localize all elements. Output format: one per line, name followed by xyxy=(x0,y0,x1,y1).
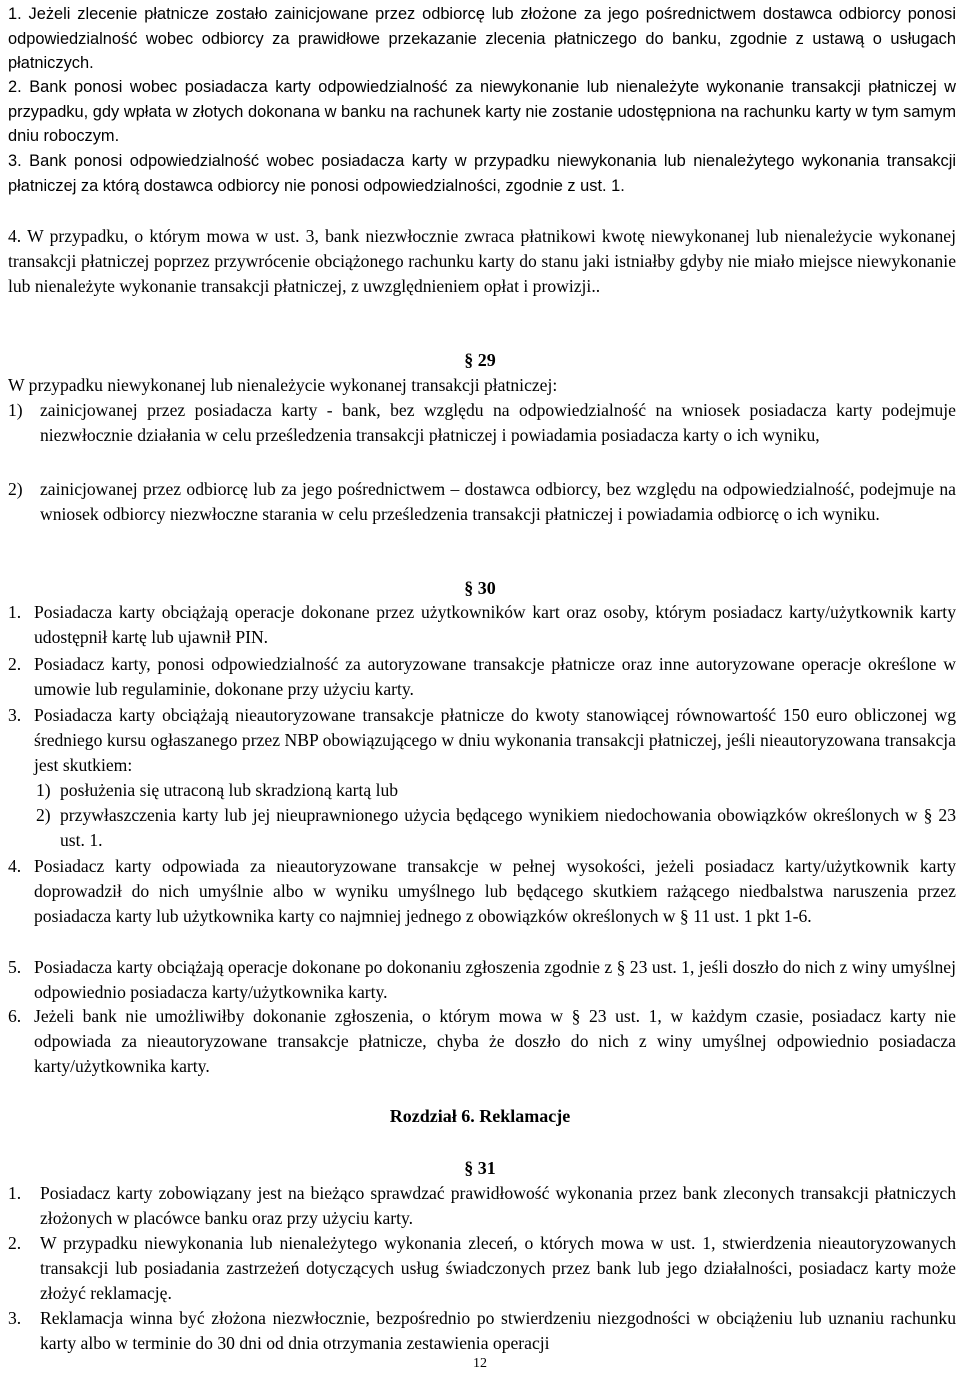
item-number: 4. xyxy=(8,226,22,246)
item-text: Bank ponosi wobec posiadacza karty odpowiedzialność za niewykonanie lub nienależyte wykonanie transakcji płatniczej w przypadku, gdy wpłata w złotych dokonana w banku na rachunek karty nie zostanie udostępniona na rachunku karty w tym samym dniu roboczym. xyxy=(8,78,956,145)
item-number: 1) xyxy=(8,400,23,420)
s31-item-2 xyxy=(8,1231,956,1305)
item-number: 1. xyxy=(8,602,22,622)
section-heading-31: § 31 xyxy=(464,1158,496,1178)
s30-item-3 xyxy=(8,703,956,777)
item-text: zainicjowanej przez posiadacza karty - bank, bez względu na odpowiedzialność na wniosek posiadacza karty podejmuje niezwłocznie działania w celu prześledzenia transakcji płatniczej i powiadamia posiadacza karty o ich wyniku, xyxy=(40,400,956,445)
item-text: Jeżeli zlecenie płatnicze zostało zainicjowane przez odbiorcę lub złożone za jego pośrednictwem dostawca odbiorcy ponosi odpowiedzialność wobec odbiorcy za prawidłowe przekazanie zlecenia płatniczego do banku, zgodnie z ustawą o usługach płatniczych. xyxy=(8,5,956,72)
item-number: 1. xyxy=(8,1183,22,1203)
paragraph-item-3 xyxy=(8,149,956,198)
item-text: W przypadku niewykonania lub nienależytego wykonania zleceń, o których mowa w ust. 1, stwierdzenia nieautoryzowanych transakcji lub posiadania zastrzeżeń dotyczących usług świadczonych przez bank lub jego działalności, posiadacz karty może złożyć reklamację. xyxy=(40,1233,956,1303)
item-number: 3. xyxy=(8,1308,22,1328)
item-text: przywłaszczenia karty lub jej nieuprawnionego użycia będącego wynikiem niedochowania obowiązków określonych w § 23 ust. 1. xyxy=(60,805,956,850)
item-number: 2. xyxy=(8,78,22,96)
item-text: Bank ponosi odpowiedzialność wobec posiadacza karty w przypadku niewykonania lub nienależytego wykonania transakcji płatniczej za którą dostawca odbiorcy nie ponosi odpowiedzialności, zgodnie z ust. 1. xyxy=(8,152,956,195)
paragraph-item-1 xyxy=(8,2,956,76)
item-number: 3. xyxy=(8,705,22,725)
item-number: 2) xyxy=(36,805,51,825)
item-text: Posiadacz karty zobowiązany jest na bieżąco sprawdzać prawidłowość wykonania przez bank zleconych transakcji płatniczych złożonych w placówce banku oraz przy użyciu karty. xyxy=(40,1183,956,1228)
s30-item-2 xyxy=(8,652,956,702)
item-number: 6. xyxy=(8,1006,22,1026)
item-text: Posiadacza karty obciążają operacje dokonane przez użytkowników kart oraz osoby, którym posiadacz karty/użytkownik karty udostępnił kartę lub ujawnił PIN. xyxy=(34,602,956,647)
item-number: 1) xyxy=(36,780,51,800)
item-text: Posiadacz karty odpowiada za nieautoryzowane transakcje w pełnej wysokości, jeżeli posiadacz karty/użytkownik karty doprowadził do nich umyślnie albo w wyniku umyślnego lub będącego skutkiem rażącego niedbalstwa naruszenia przez posiadacza karty lub użytkownika karty co najmniej jednego z obowiązków określonych w § 11 ust. 1 pkt 1-6. xyxy=(34,856,956,926)
item-text: Reklamacja winna być złożona niezwłocznie, bezpośrednio po stwierdzeniu niezgodności w obciążeniu lub uznaniu rachunku karty albo w terminie do 30 dni od dnia otrzymania zestawienia operacji xyxy=(40,1308,956,1353)
section-29-lead: W przypadku niewykonanej lub nienależycie wykonanej transakcji płatniczej: xyxy=(8,375,558,395)
item-text: zainicjowanej przez odbiorcę lub za jego pośrednictwem – dostawca odbiorcy, bez względu na odpowiedzialność, podejmuje na wniosek odbiorcy niezwłoczne starania w celu prześledzenia transakcji płatniczej i powiadamia odbiorcę o ich wyniku. xyxy=(40,479,956,524)
item-number: 2. xyxy=(8,654,22,674)
item-number: 3. xyxy=(8,152,22,170)
s30-subitem-2 xyxy=(36,803,956,853)
item-number: 4. xyxy=(8,856,22,876)
item-number: 2) xyxy=(8,479,23,499)
item-text: posłużenia się utraconą lub skradzioną kartą lub xyxy=(60,780,399,800)
s30-item-6 xyxy=(8,1004,956,1078)
item-number: 5. xyxy=(8,957,22,977)
s30-item-4 xyxy=(8,854,956,928)
item-number: 1. xyxy=(8,5,22,23)
section-heading-30: § 30 xyxy=(464,578,496,598)
item-text: Jeżeli bank nie umożliwiłby dokonanie zgłoszenia, o którym mowa w § 23 ust. 1, w każdym czasie, posiadacz karty nie odpowiada za nieautoryzowane transakcje płatnicze, chyba że doszło do nich z winy umyślnej odpowiednio posiadacza karty/użytkownika karty. xyxy=(34,1006,956,1076)
s29-item-1 xyxy=(8,398,956,448)
item-text: Posiadacza karty obciążają nieautoryzowane transakcje płatnicze do kwoty stanowiącej równowartość 150 euro obliczonej wg średniego kursu ogłaszanego przez NBP obowiązującego w dniu wykonania transakcji płatniczej, jeśli nieautoryzowana transakcja jest skutkiem: xyxy=(34,705,956,775)
item-text: Posiadacza karty obciążają operacje dokonane po dokonaniu zgłoszenia zgodnie z § 23 ust. 1, jeśli doszło do nich z winy umyślnej odpowiednio posiadacza karty/użytkownika karty. xyxy=(34,957,956,1002)
s31-item-3 xyxy=(8,1306,956,1356)
s31-item-1 xyxy=(8,1181,956,1231)
paragraph-item-2 xyxy=(8,75,956,149)
item-number: 2. xyxy=(8,1233,22,1253)
s30-subitem-1 xyxy=(36,778,956,803)
s30-item-1 xyxy=(8,600,956,650)
item-text: W przypadku, o którym mowa w ust. 3, bank niezwłocznie zwraca płatnikowi kwotę niewykonanej lub nienależycie wykonanej transakcji płatniczej poprzez przywrócenie obciążonego rachunku karty do stanu jaki istniałby gdyby nie miało miejsce niewykonanie lub nienależyte wykonanie transakcji płatniczej, z uwzględnieniem opłat i prowizji.. xyxy=(8,226,956,296)
page-number: 12 xyxy=(473,1356,487,1371)
paragraph-item-4 xyxy=(8,224,956,298)
s29-item-2 xyxy=(8,477,956,527)
item-text: Posiadacz karty, ponosi odpowiedzialność za autoryzowane transakcje płatnicze oraz inne autoryzowane operacje określone w umowie lub regulaminie, dokonane przy użyciu karty. xyxy=(34,654,956,699)
chapter-heading: Rozdział 6. Reklamacje xyxy=(389,1106,571,1126)
s30-item-5 xyxy=(8,955,956,1005)
section-heading-29: § 29 xyxy=(464,350,496,370)
